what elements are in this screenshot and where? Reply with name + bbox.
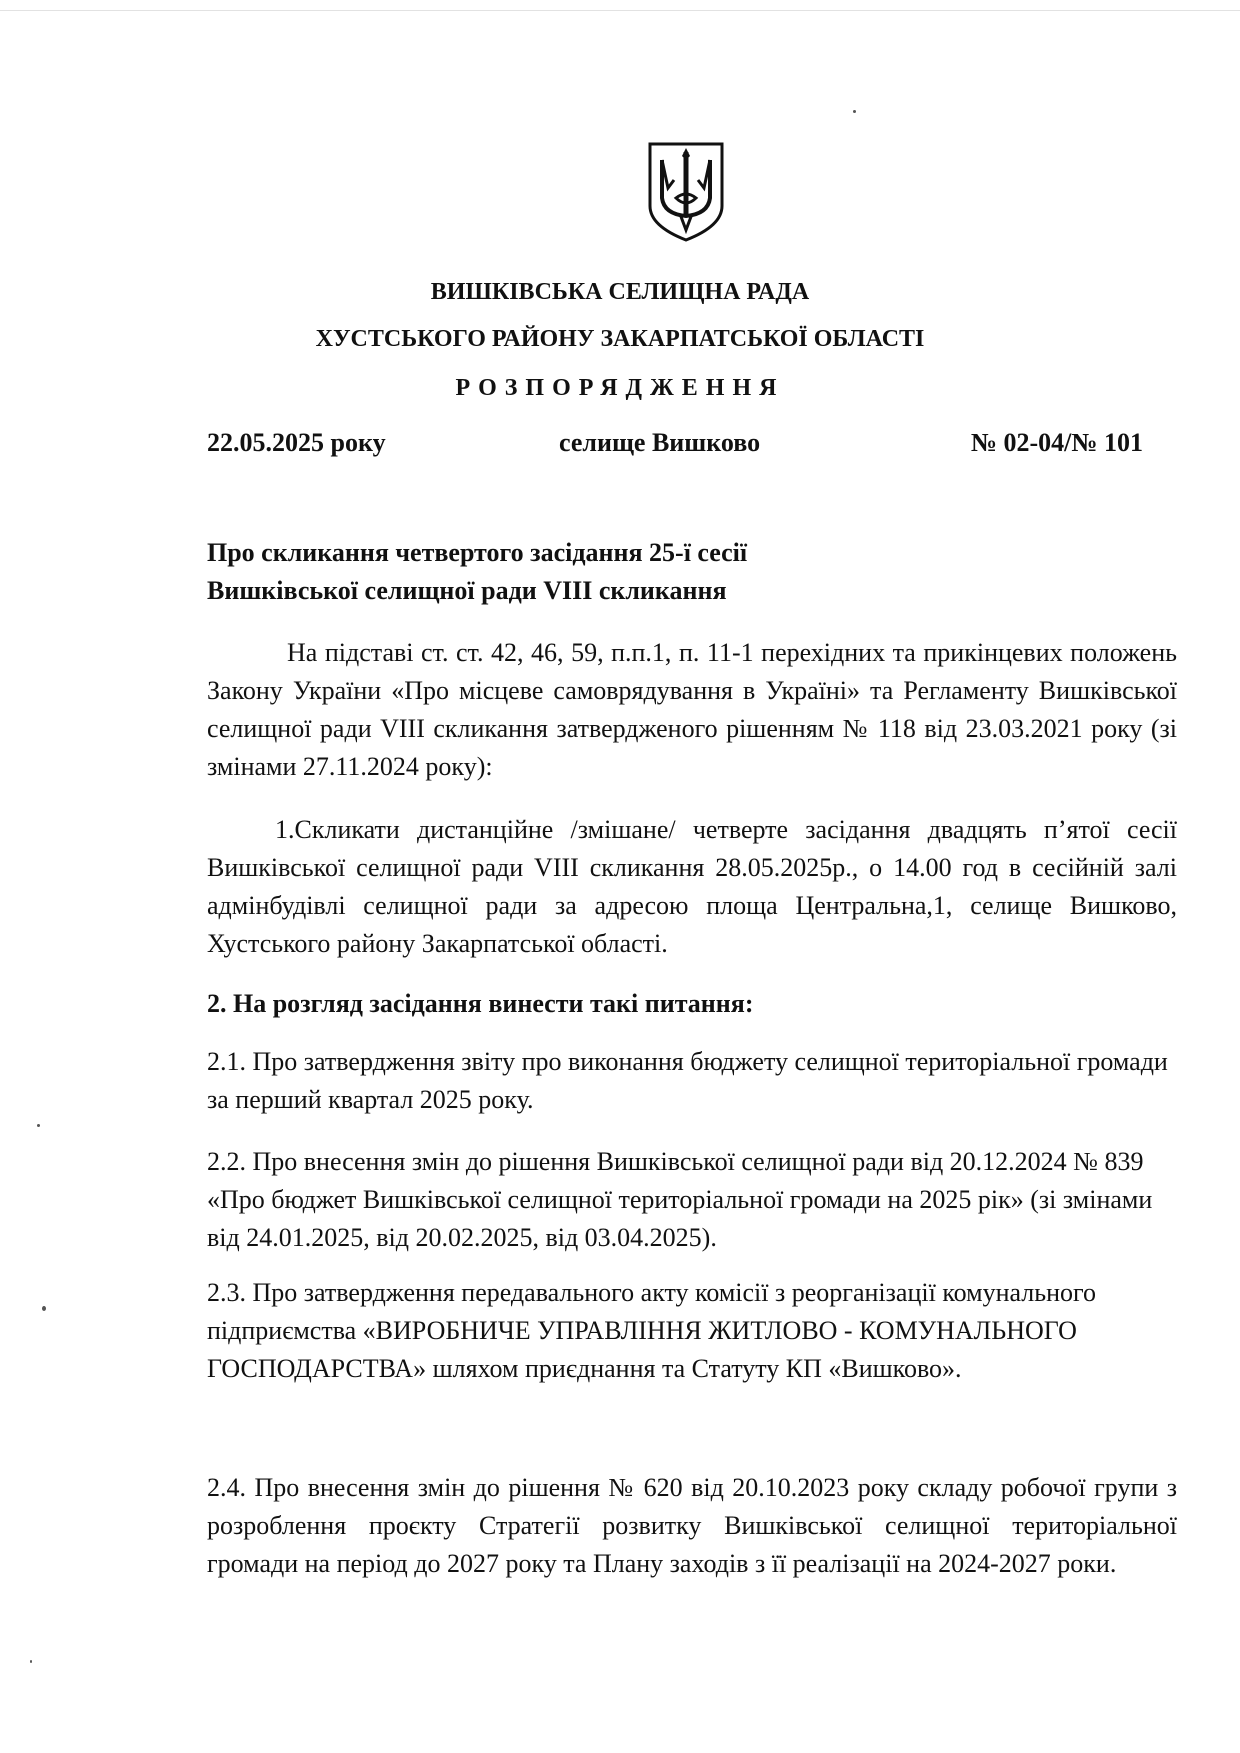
trident-icon [646, 140, 726, 244]
item-2-4-paragraph: 2.4. Про внесення змін до рішення № 620 від 20.10.2023 року складу робочої групи з розроблення проєкту Стратегії розвитку Вишківської селищної територіальної громади на період до 2027 року та Плану заходів з її реалізації на 2024-2027 роки. [207, 1473, 1177, 1578]
document-place: селище Вишково [559, 428, 761, 457]
item-2-1-paragraph: 2.1. Про затвердження звіту про виконання бюджету селищної територіальної громади за перший квартал 2025 року. [207, 1047, 1168, 1114]
document-date: 22.05.2025 року [207, 428, 386, 457]
item-2-3-paragraph: 2.3. Про затвердження передавального акту комісії з реорганізації комунального підприємства «ВИРОБНИЧЕ УПРАВЛІННЯ ЖИТЛОВО - КОМУНАЛЬНОГО ГОСПОДАРСТВА» шляхом приєднання та Статуту КП «Вишково». [207, 1278, 1097, 1383]
scan-speck [853, 110, 856, 113]
legal-basis-paragraph: На підставі ст. ст. 42, 46, 59, п.п.1, п. 11-1 перехідних та прикінцевих положень Закону України «Про місцеве самоврядування в Україні» та Регламенту Вишківської селищної ради VIII скликання затвердженого рішенням № 118 від 23.03.2021 року (зі змінами 27.11.2024 року): [207, 638, 1177, 781]
scan-speck [30, 1660, 32, 1663]
document-number: № 02-04/№ 101 [970, 428, 1143, 457]
district-name: ХУСТСЬКОГО РАЙОНУ ЗАКАРПАТСЬКОЇ ОБЛАСТІ [315, 326, 925, 352]
item-2-2-paragraph: 2.2. Про внесення змін до рішення Вишківської селищної ради від 20.12.2024 № 839 «Про бюджет Вишківської селищної територіальної громади на 2025 рік» (зі змінами від 24.01.2025, від 20.02.2025, від 03.04.2025). [207, 1147, 1153, 1252]
subject-line-2: Вишківської селищної ради VIII скликання [207, 576, 727, 605]
scan-edge-line [0, 10, 1240, 11]
scan-speck [37, 1124, 40, 1127]
subject-line-1: Про скликання четвертого засідання 25-ї сесії [207, 538, 748, 567]
item-1-paragraph: 1.Скликати дистанційне /змішане/ четверте засідання двадцять п’ятої сесії Вишківської селищної ради VIII скликання 28.05.2025р., о 14.00 год в сесійній залі адмінбудівлі селищної ради за адресою площа Центральна,1, селище Вишково, Хустського району Закарпатської області. [207, 815, 1177, 958]
scan-speck [42, 1306, 46, 1311]
document-type: РОЗПОРЯДЖЕННЯ [455, 375, 785, 401]
document-subject [207, 534, 967, 610]
item-2-heading: 2. На розгляд засідання винести такі питання: [207, 989, 754, 1018]
council-name: ВИШКІВСЬКА СЕЛИЩНА РАДА [430, 279, 810, 305]
